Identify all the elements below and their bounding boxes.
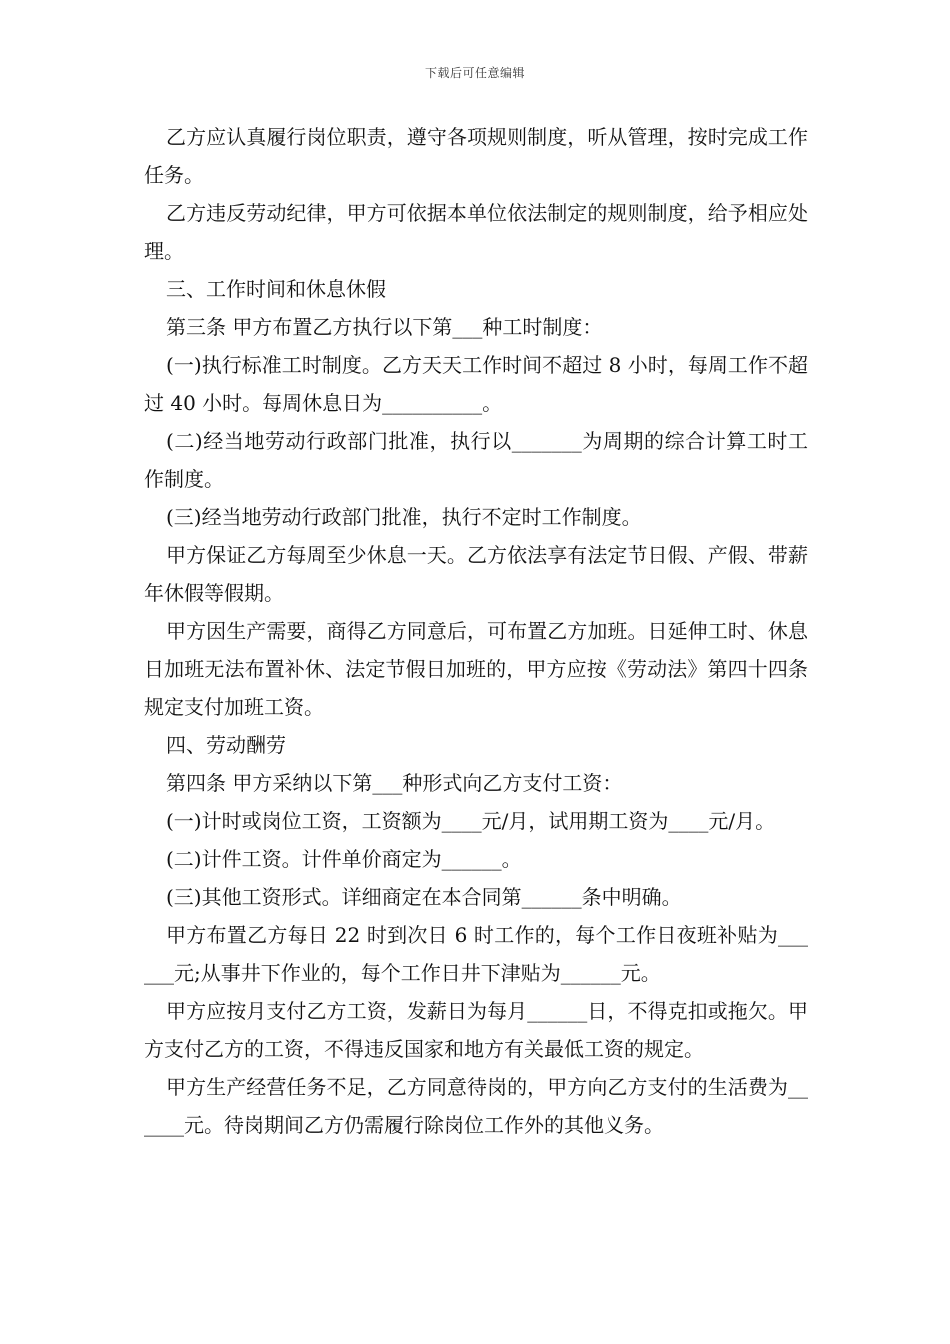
clause-comprehensive-hours: (二)经当地劳动行政部门批准，执行以_______为周期的综合计算工时工作制度。	[144, 429, 808, 491]
clause-time-wage: (一)计时或岗位工资，工资额为____元/月，试用期工资为____元/月。	[166, 809, 776, 833]
article-four: 第四条 甲方采纳以下第___种形式向乙方支付工资：	[166, 771, 623, 795]
article-three: 第三条 甲方布置乙方执行以下第___种工时制度：	[166, 315, 603, 339]
paragraph-payday: 甲方应按月支付乙方工资，发薪日为每月______日，不得克扣或拖欠。甲方支付乙方的工资，不得违反国家和地方有关最低工资的规定。	[144, 999, 808, 1061]
paragraph-overtime: 甲方因生产需要，商得乙方同意后，可布置乙方加班。日延伸工时、休息日加班无法布置补休、法定节假日加班的，甲方应按《劳动法》第四十四条规定支付加班工资。	[144, 619, 808, 719]
clause-standard-hours: (一)执行标准工时制度。乙方天天工作时间不超过 8 小时，每周工作不超过 40 小时。每周休息日为__________。	[144, 353, 808, 415]
clause-flexible-hours: (三)经当地劳动行政部门批准，执行不定时工作制度。	[166, 505, 642, 529]
document-body	[144, 118, 808, 1144]
page-header: 下载后可任意编辑	[424, 66, 525, 80]
section-heading-remuneration: 四、劳动酬劳	[166, 733, 286, 757]
paragraph-night-allowance: 甲方布置乙方每日 22 时到次日 6 时工作的，每个工作日夜班补贴为______元;从事井下作业的，每个工作日井下津贴为______元。	[144, 923, 808, 985]
paragraph-rest-days: 甲方保证乙方每周至少休息一天。乙方依法享有法定节日假、产假、带薪年休假等假期。	[144, 543, 808, 605]
clause-piece-wage: (二)计件工资。计件单价商定为______。	[166, 847, 522, 871]
paragraph-discipline: 乙方违反劳动纪律，甲方可依据本单位依法制定的规则制度，给予相应处理。	[144, 201, 808, 263]
paragraph-duties: 乙方应认真履行岗位职责，遵守各项规则制度，听从管理，按时完成工作任务。	[144, 125, 808, 187]
paragraph-standby-pay: 甲方生产经营任务不足，乙方同意待岗的，甲方向乙方支付的生活费为______元。待岗期间乙方仍需履行除岗位工作外的其他义务。	[144, 1075, 808, 1137]
clause-other-wage: (三)其他工资形式。详细商定在本合同第______条中明确。	[166, 885, 682, 909]
section-heading-work-hours: 三、工作时间和休息休假	[166, 277, 386, 301]
